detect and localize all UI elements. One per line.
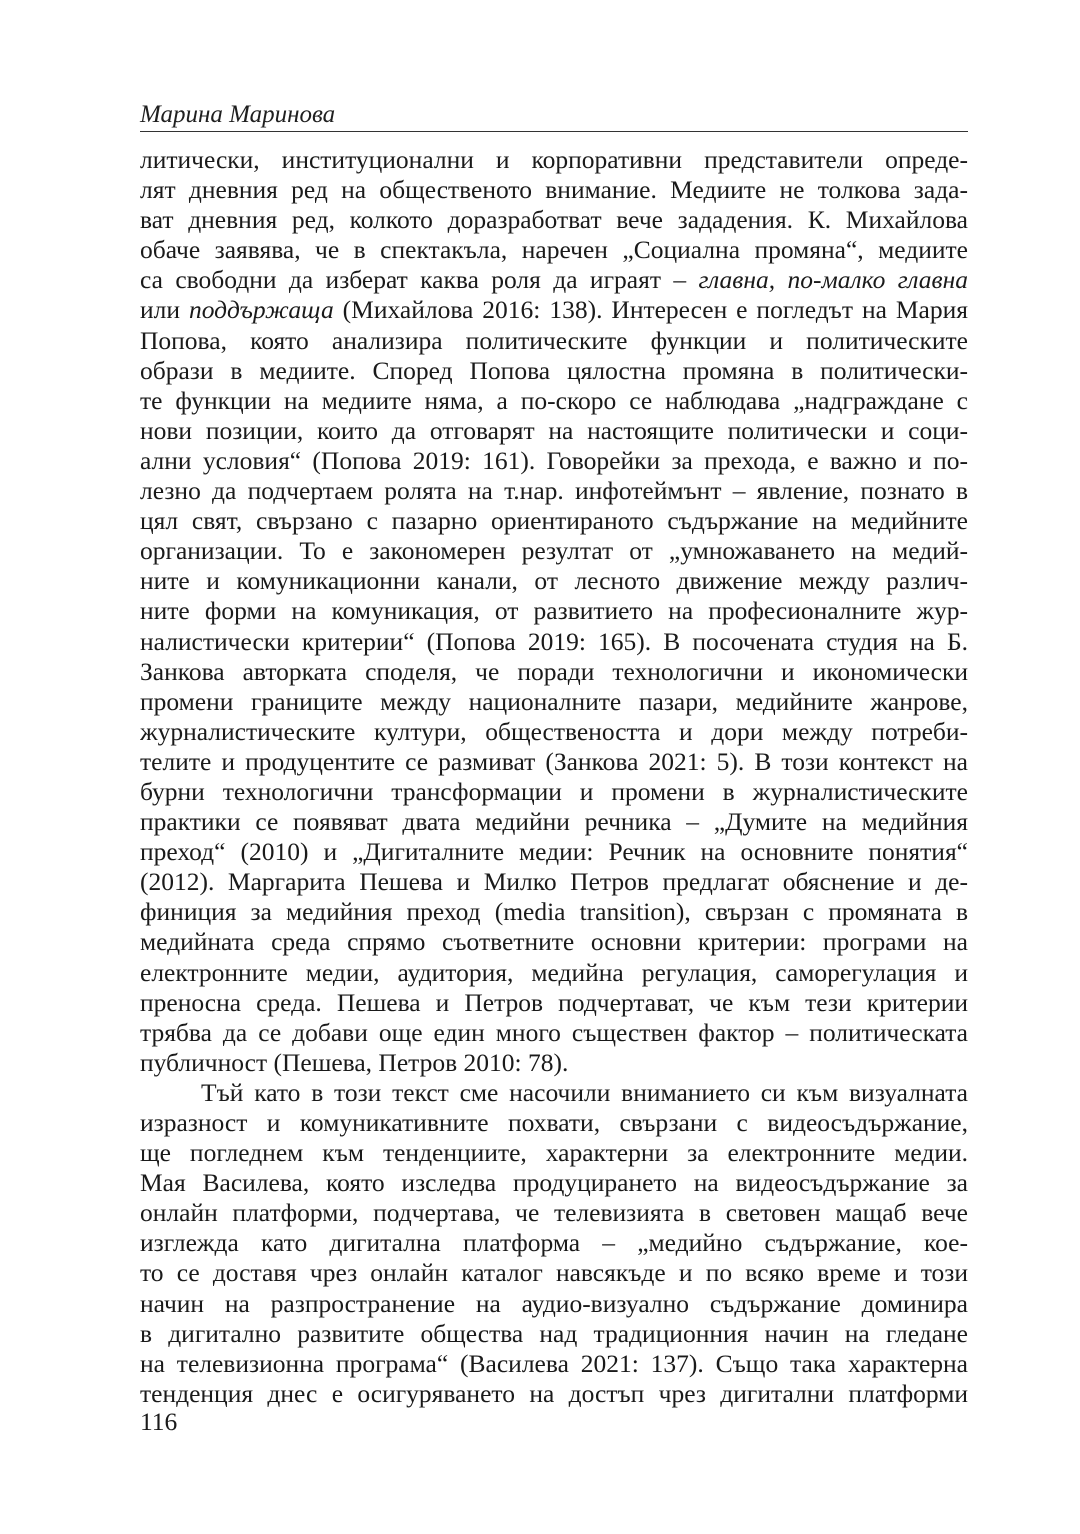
text-line: финиция за медийния преход (media transition), свързан с промяната в bbox=[140, 897, 968, 927]
text-line: в дигитално развитите общества над традиционния начин на гледане bbox=[140, 1318, 968, 1348]
text-line: онлайн платформи, подчертава, че телевизията в световен мащаб вече bbox=[140, 1198, 968, 1228]
text-line: литически, институционални и корпоративни представители опреде- bbox=[140, 145, 968, 174]
text-line: публичност (Пешева, Петров 2010: 78). bbox=[140, 1047, 569, 1077]
text-line bbox=[140, 295, 968, 325]
text-line: изглежда като дигитална платформа – „медийно съдържание, кое- bbox=[140, 1228, 968, 1258]
paragraph-first-line: Тъй като в този текст сме насочили вниманието си към визуалната bbox=[201, 1077, 968, 1107]
text-line: преносна среда. Пешева и Петров подчертават, че към тези критерии bbox=[140, 987, 968, 1017]
text-line: ните форми на комуникация, от развитието на професионалните жур- bbox=[140, 596, 968, 626]
text-line: начин на разпространение на аудио-визуално съдържание доминира bbox=[140, 1288, 968, 1318]
text-line: те функции на медиите няма, а по-скоро се наблюдава „надграждане с bbox=[140, 385, 968, 415]
text-line: Мая Василева, която изследва продуцирането на видеосъдържание за bbox=[140, 1168, 968, 1198]
text-line: ще погледнем към тенденциите, характерни за електронните медии. bbox=[140, 1138, 968, 1168]
text-line: на телевизионна програма“ (Василева 2021: 137). Също така характерна bbox=[140, 1348, 968, 1378]
text-line: то се доставя чрез онлайн каталог навсякъде и по всяко време и този bbox=[140, 1258, 968, 1288]
text-line: изразност и комуникативните похвати, свързани с видеосъдържание, bbox=[140, 1108, 968, 1137]
text-line: електронните медии, аудитория, медийна регулация, саморегулация и bbox=[140, 957, 968, 987]
page-number: 116 bbox=[140, 1407, 178, 1436]
text-line: Занкова авторката споделя, че поради технологични и икономически bbox=[140, 656, 968, 686]
text-line: Попова, която анализира политическите функции и политическите bbox=[140, 325, 968, 355]
text-line: практики се появяват двата медийни речника – „Думите на медийния bbox=[140, 807, 968, 837]
text-segment: (Михайлова 2016: 138). Интересен е погледът на Мария bbox=[333, 295, 968, 325]
text-line bbox=[140, 265, 968, 295]
header-rule bbox=[140, 131, 968, 132]
text-line: ални условия“ (Попова 2019: 161). Говорейки за прехода, е важно и по- bbox=[140, 445, 968, 475]
text-line: журналистическите култури, обществеността и дори между потреби- bbox=[140, 716, 968, 746]
text-line: (2012). Маргарита Пешева и Милко Петров предлагат обяснение и де- bbox=[140, 867, 968, 897]
text-line: трябва да се добави още един много съществен фактор – политическата bbox=[140, 1017, 968, 1047]
running-head: Марина Маринова bbox=[140, 101, 336, 128]
italic-phrase: главна, по-малко главна bbox=[698, 265, 968, 295]
text-line: медийната среда спрямо съответните основни критерии: програми на bbox=[140, 927, 968, 957]
text-line: обаче заявява, че в спектакъла, наречен „Социална промяна“, медиите bbox=[140, 235, 968, 265]
text-line: лезно да подчертаем ролята на т.нар. инфотеймънт – явление, познато в bbox=[140, 476, 968, 506]
text-line: бурни технологични трансформации и промени в журналистическите bbox=[140, 776, 968, 806]
text-line: преход“ (2010) и „Дигиталните медии: Речник на основните понятия“ bbox=[140, 837, 968, 867]
text-line: лят дневния ред на общественото внимание. Медиите не толкова зада- bbox=[140, 175, 968, 205]
text-line: образи в медиите. Според Попова цялостна промяна в политически- bbox=[140, 355, 968, 385]
text-line: ват дневния ред, колкото доразработват вече зададения. К. Михайлова bbox=[140, 205, 968, 235]
text-line: телите и продуцентите се размиват (Занкова 2021: 5). В този контекст на bbox=[140, 746, 968, 776]
text-line: ните и комуникационни канали, от лесното движение между различ- bbox=[140, 566, 968, 596]
text-line: тенденция днес е осигуряването на достъп чрез дигитални платформи bbox=[140, 1378, 968, 1408]
text-line: цял свят, свързано с пазарно ориентираното съдържание на медийните bbox=[140, 506, 968, 536]
italic-phrase: поддържаща bbox=[188, 295, 334, 325]
text-line: налистически критерии“ (Попова 2019: 165). В посочената студия на Б. bbox=[140, 626, 968, 656]
text-line: промени границите между националните пазари, медийните жанрове, bbox=[140, 686, 968, 716]
body-text bbox=[140, 145, 968, 1409]
text-segment: или bbox=[140, 295, 189, 325]
text-line: нови позиции, които да отговарят на настоящите политически и соци- bbox=[140, 415, 968, 445]
text-line: организации. То е закономерен резултат от „умножаването на медий- bbox=[140, 536, 968, 566]
text-segment: са свободни да изберат каква роля да играят – bbox=[140, 265, 699, 295]
